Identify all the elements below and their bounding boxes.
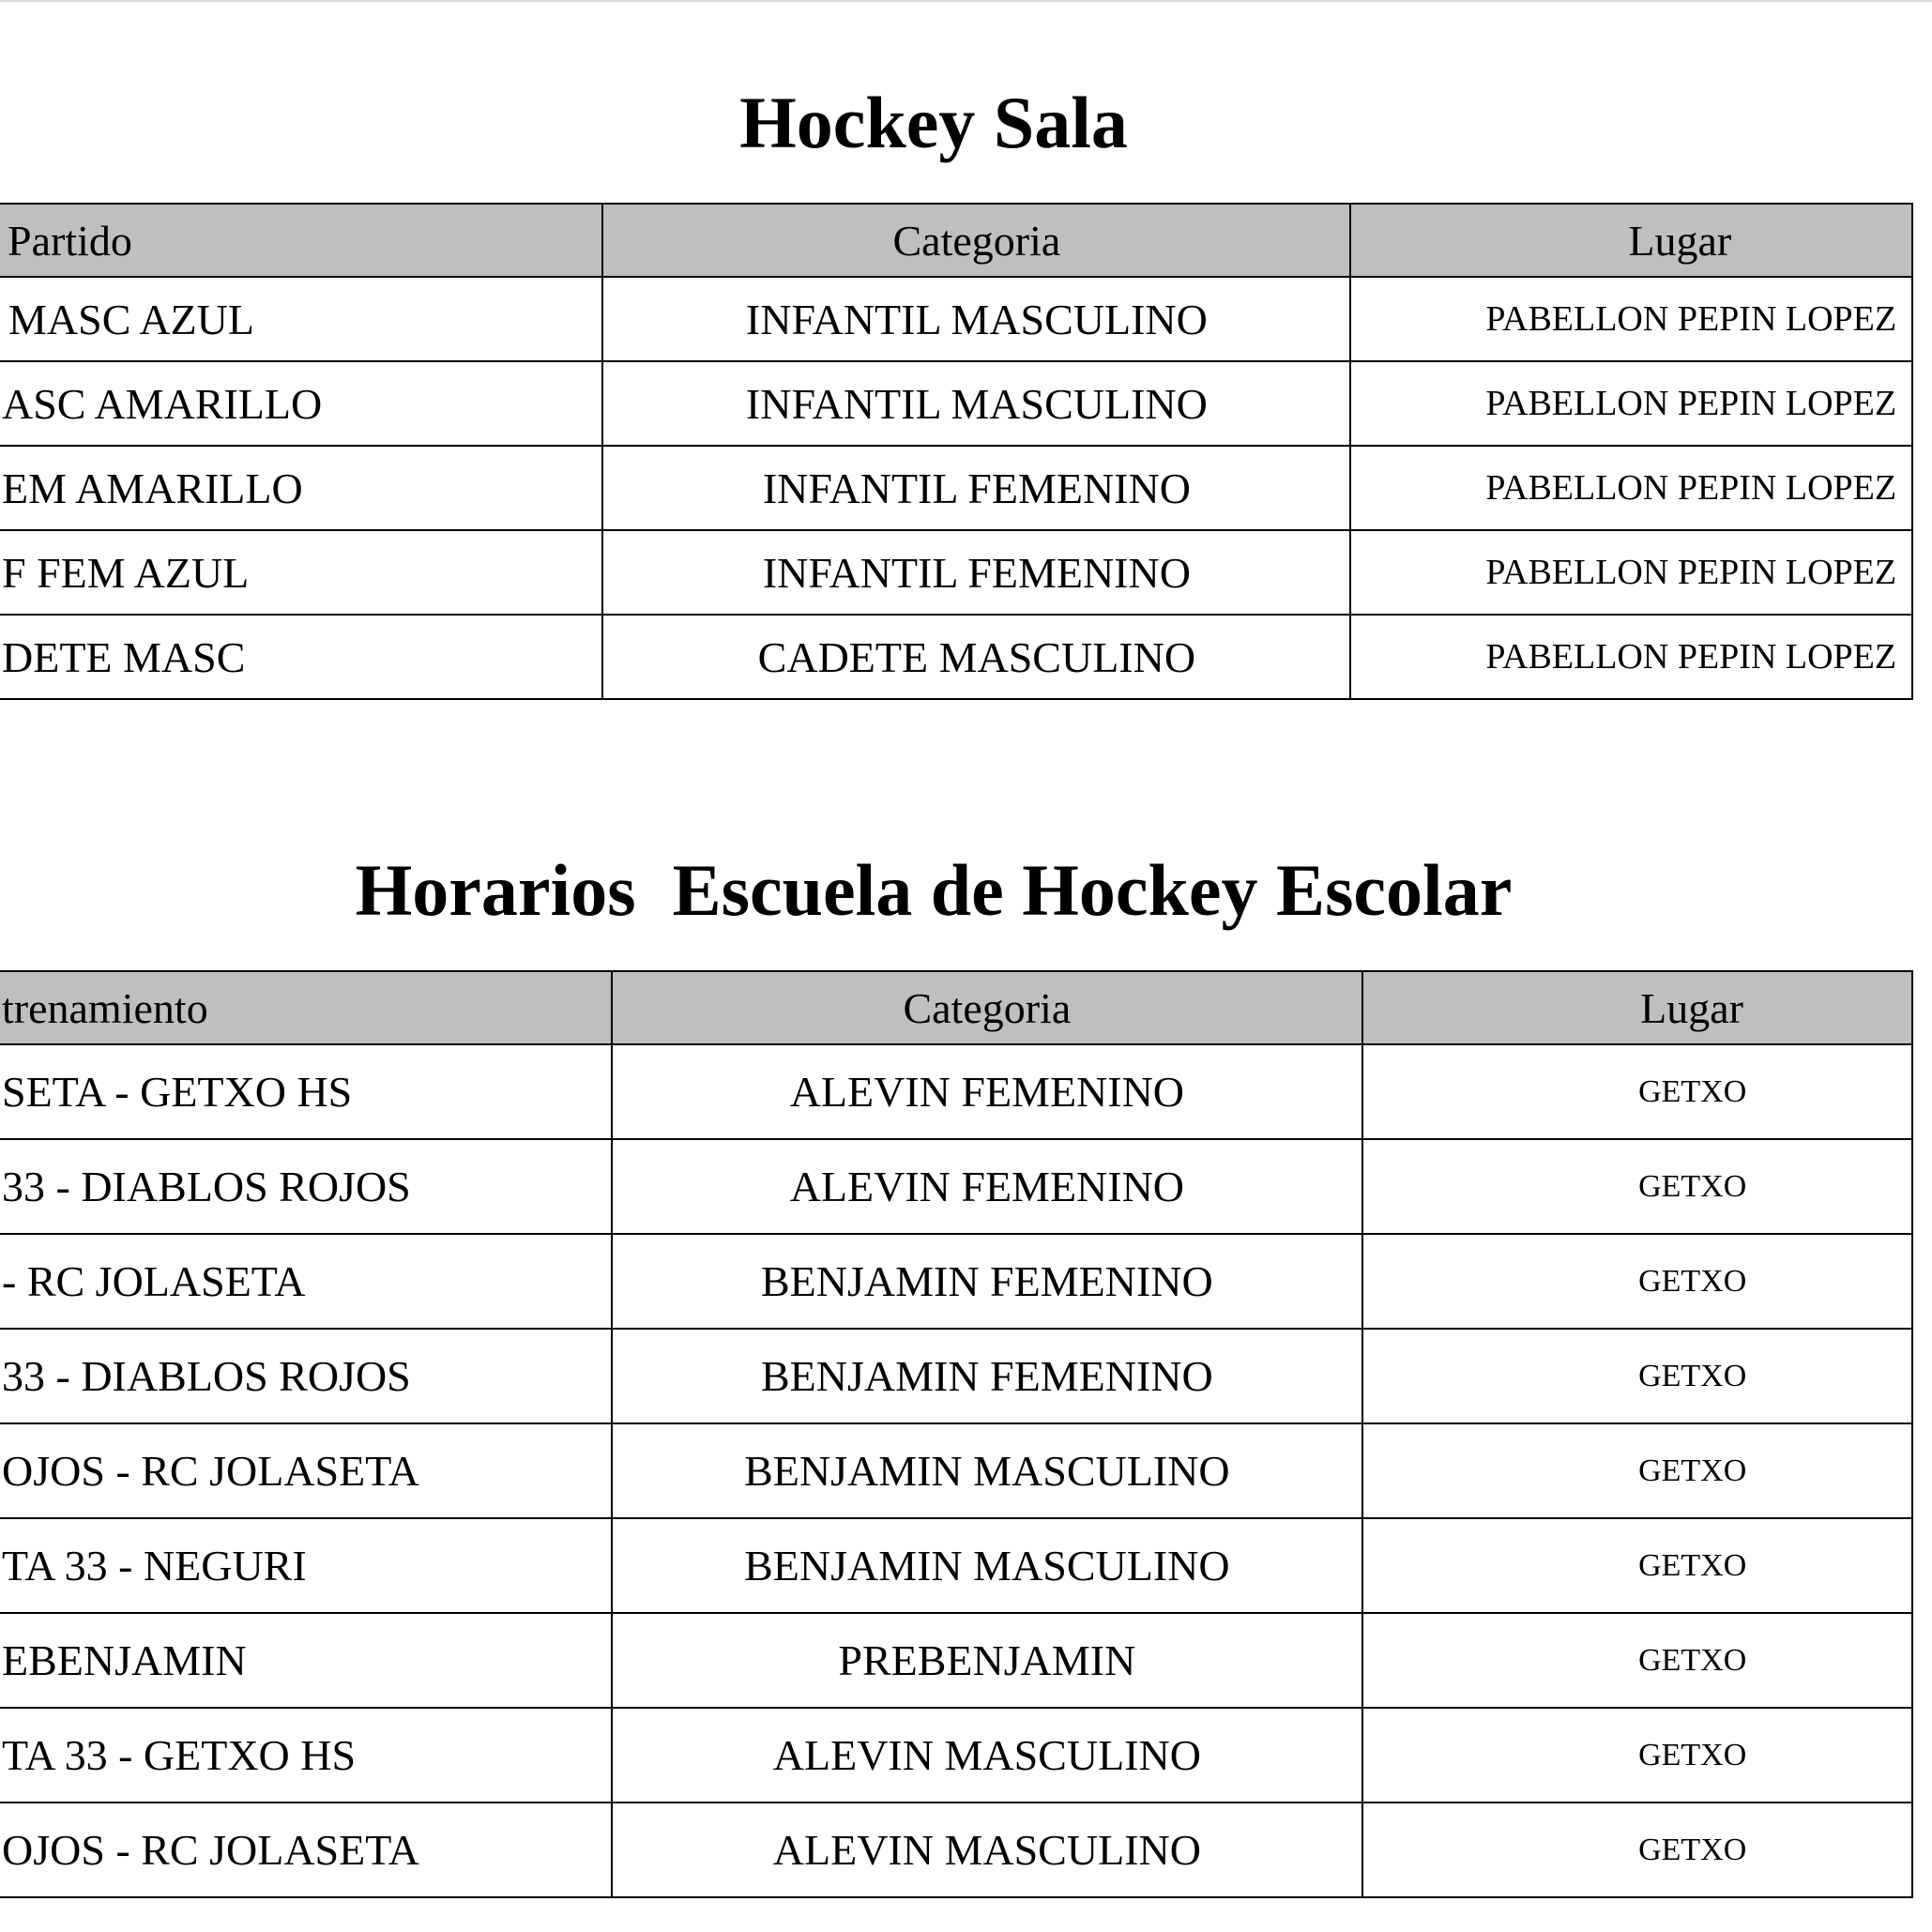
section-title-escuela-hockey-escolar: Horarios Escuela de Hockey Escolar xyxy=(355,849,1513,931)
table-row xyxy=(0,1803,1912,1897)
cell-lugar: GETXO xyxy=(1362,1708,1912,1803)
cell-lugar: PABELLON PEPIN LOPEZ xyxy=(1350,361,1912,446)
escuela-hockey-table xyxy=(0,970,1913,1898)
cell-partido: MASC AZUL xyxy=(0,277,602,361)
cell-categoria: CADETE MASCULINO xyxy=(602,615,1350,699)
hockey-sala-table xyxy=(0,203,1913,700)
table-row xyxy=(0,1708,1912,1803)
cell-partido: DETE MASC xyxy=(0,615,602,699)
table-row xyxy=(0,1044,1912,1139)
cell-lugar: GETXO xyxy=(1362,1803,1912,1897)
cell-partido: ASC AMARILLO xyxy=(0,361,602,446)
cell-lugar: GETXO xyxy=(1362,1518,1912,1613)
cell-lugar: GETXO xyxy=(1362,1329,1912,1423)
cell-entrenamiento: TA 33 - GETXO HS xyxy=(0,1708,612,1803)
cell-categoria: ALEVIN FEMENINO xyxy=(612,1139,1362,1234)
header-partido: Partido xyxy=(0,204,602,277)
cell-categoria: ALEVIN MASCULINO xyxy=(612,1708,1362,1803)
table-row xyxy=(0,1139,1912,1234)
cell-categoria: INFANTIL FEMENINO xyxy=(602,446,1350,530)
section-title-hockey-sala: Hockey Sala xyxy=(739,82,1128,163)
cell-lugar: PABELLON PEPIN LOPEZ xyxy=(1350,615,1912,699)
cell-entrenamiento: 33 - DIABLOS ROJOS xyxy=(0,1329,612,1423)
header-lugar: Lugar xyxy=(1350,204,1912,277)
cell-categoria: PREBENJAMIN xyxy=(612,1613,1362,1708)
cell-entrenamiento: OJOS - RC JOLASETA xyxy=(0,1803,612,1897)
cell-lugar: PABELLON PEPIN LOPEZ xyxy=(1350,277,1912,361)
table-header-row xyxy=(0,971,1912,1044)
cell-categoria: INFANTIL FEMENINO xyxy=(602,530,1350,615)
cell-lugar: PABELLON PEPIN LOPEZ xyxy=(1350,530,1912,615)
cell-lugar: GETXO xyxy=(1362,1423,1912,1518)
header-categoria: Categoria xyxy=(602,204,1350,277)
table-row xyxy=(0,1423,1912,1518)
cell-categoria: BENJAMIN MASCULINO xyxy=(612,1518,1362,1613)
cell-partido: F FEM AZUL xyxy=(0,530,602,615)
cell-categoria: ALEVIN FEMENINO xyxy=(612,1044,1362,1139)
cell-lugar: GETXO xyxy=(1362,1044,1912,1139)
table-header-row xyxy=(0,204,1912,277)
cell-categoria: INFANTIL MASCULINO xyxy=(602,361,1350,446)
table-row xyxy=(0,615,1912,699)
table-row xyxy=(0,277,1912,361)
cell-categoria: BENJAMIN FEMENINO xyxy=(612,1329,1362,1423)
cell-categoria: BENJAMIN MASCULINO xyxy=(612,1423,1362,1518)
header-lugar: Lugar xyxy=(1362,971,1912,1044)
cell-lugar: PABELLON PEPIN LOPEZ xyxy=(1350,446,1912,530)
cell-categoria: BENJAMIN FEMENINO xyxy=(612,1234,1362,1329)
cell-lugar: GETXO xyxy=(1362,1139,1912,1234)
cell-categoria: INFANTIL MASCULINO xyxy=(602,277,1350,361)
table-row xyxy=(0,1234,1912,1329)
cell-entrenamiento: 33 - DIABLOS ROJOS xyxy=(0,1139,612,1234)
table-row xyxy=(0,1518,1912,1613)
table-row xyxy=(0,446,1912,530)
table-row xyxy=(0,1613,1912,1708)
cell-entrenamiento: SETA - GETXO HS xyxy=(0,1044,612,1139)
top-rule xyxy=(0,0,1932,2)
header-entrenamiento: trenamiento xyxy=(0,971,612,1044)
cell-lugar: GETXO xyxy=(1362,1234,1912,1329)
cell-entrenamiento: EBENJAMIN xyxy=(0,1613,612,1708)
cell-partido: EM AMARILLO xyxy=(0,446,602,530)
table-row xyxy=(0,1329,1912,1423)
cell-lugar: GETXO xyxy=(1362,1613,1912,1708)
header-categoria: Categoria xyxy=(612,971,1362,1044)
cell-entrenamiento: OJOS - RC JOLASETA xyxy=(0,1423,612,1518)
cell-categoria: ALEVIN MASCULINO xyxy=(612,1803,1362,1897)
table-row xyxy=(0,361,1912,446)
cell-entrenamiento: - RC JOLASETA xyxy=(0,1234,612,1329)
table-row xyxy=(0,530,1912,615)
cell-entrenamiento: TA 33 - NEGURI xyxy=(0,1518,612,1613)
